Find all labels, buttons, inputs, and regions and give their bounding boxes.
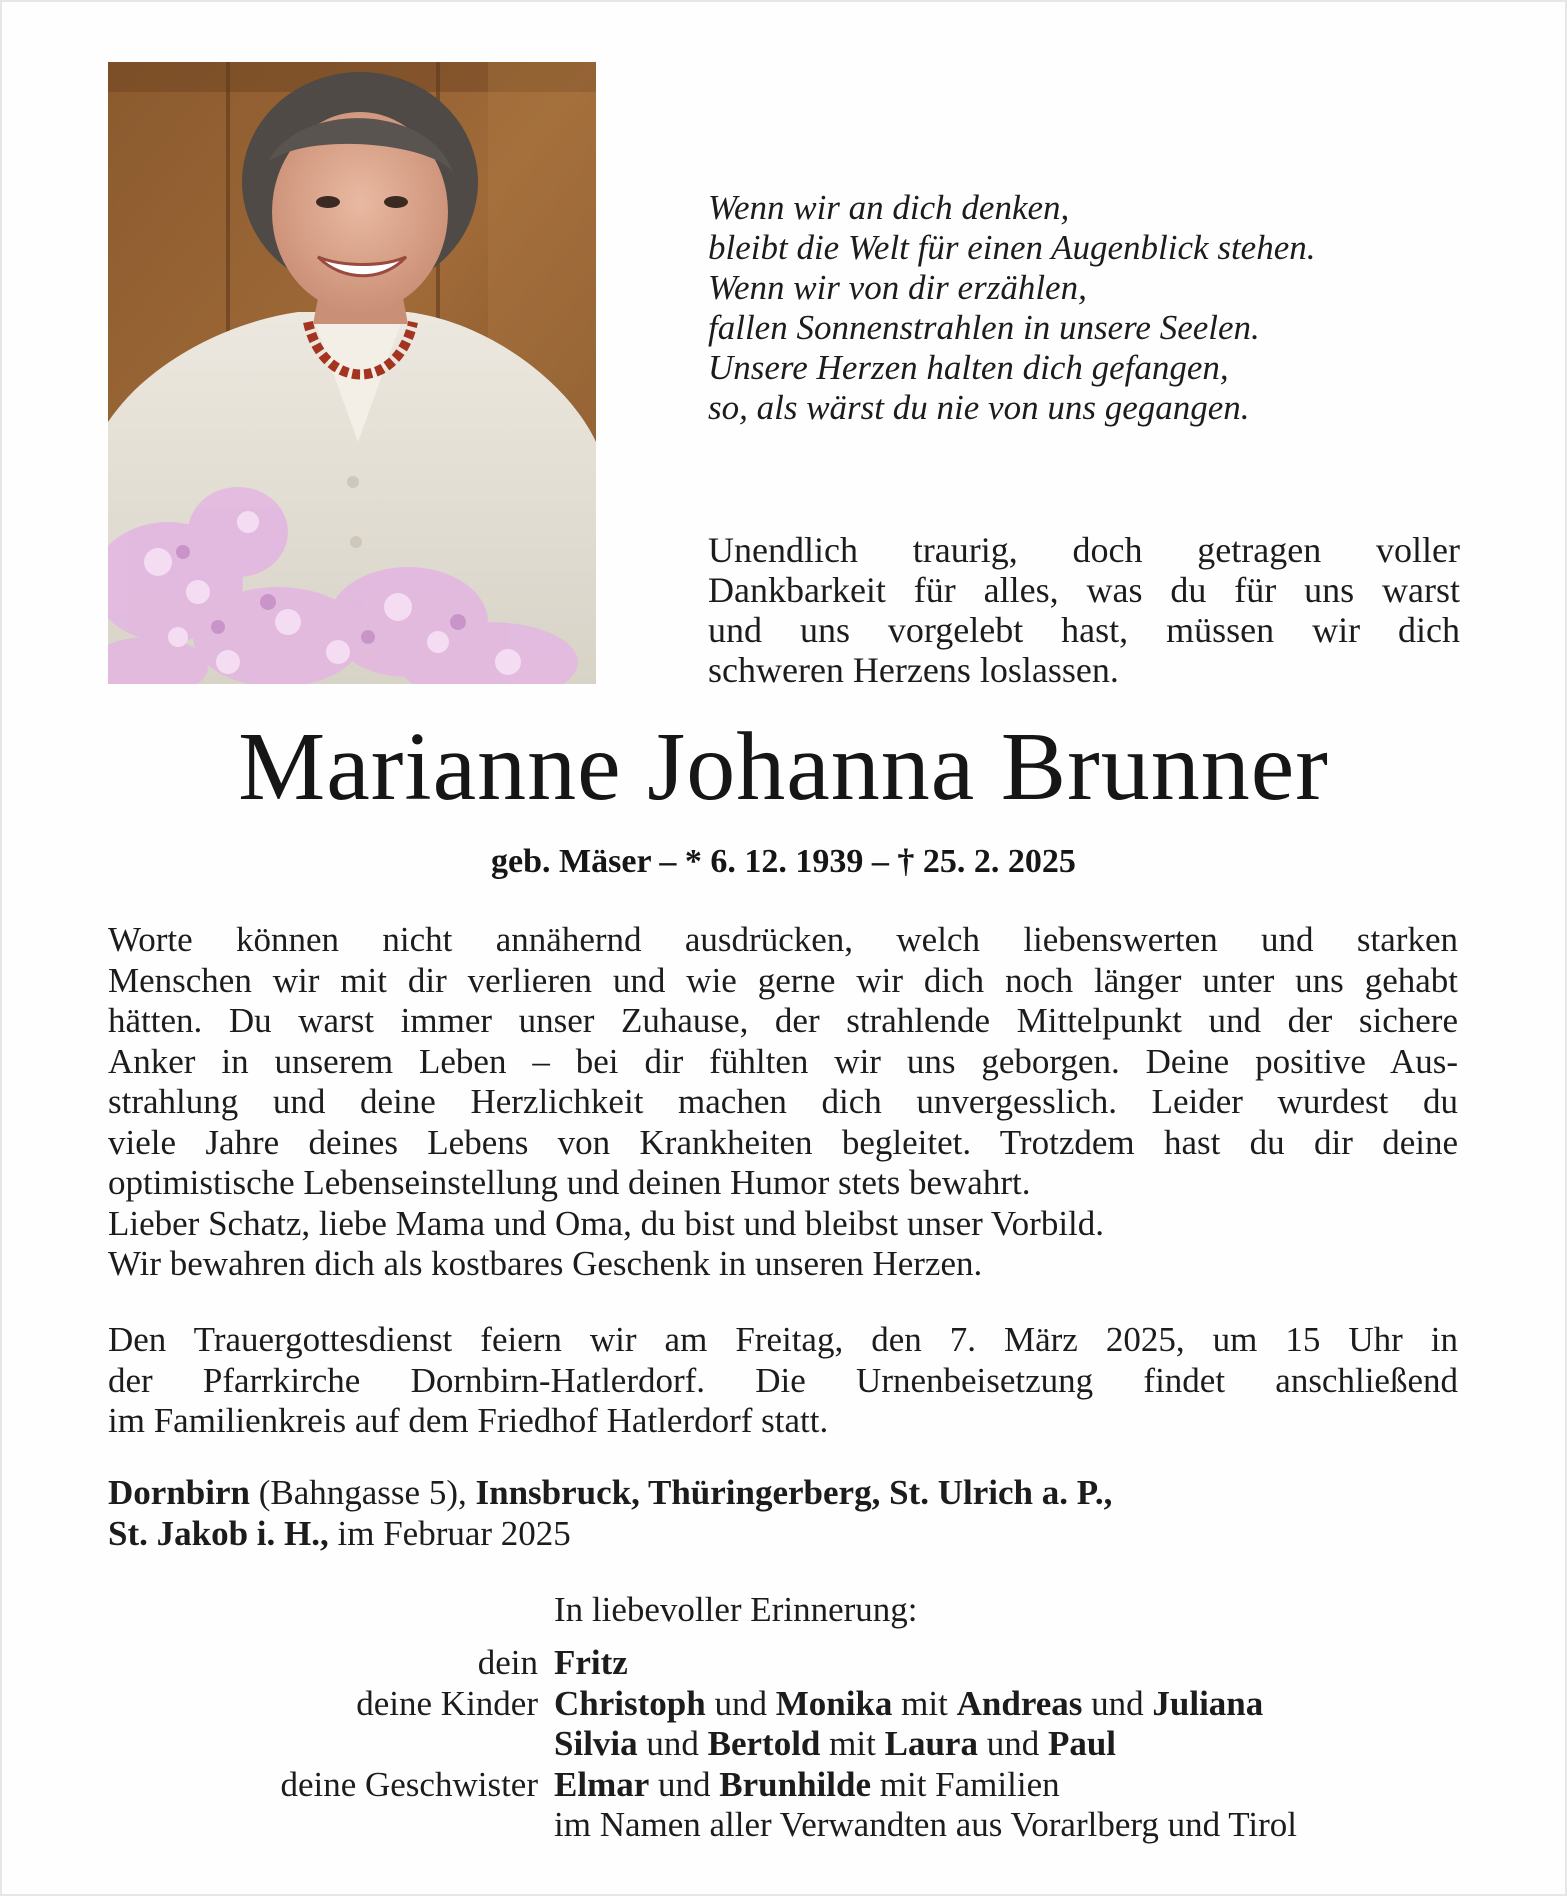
tribute-line: Wir bewahren dich als kostbares Geschenk in unseren Herzen.: [108, 1244, 983, 1283]
tribute-line: Lieber Schatz, liebe Mama und Oma, du bist und bleibst unser Vorbild.: [108, 1203, 1105, 1243]
location-bold: Innsbruck, Thüringerberg, St. Ulrich a. P.,: [475, 1473, 1113, 1512]
memory-line: In liebevoller Erinnerung:: [554, 1590, 918, 1629]
signature-connector: mit Familien: [871, 1764, 1060, 1804]
portrait-photo: [108, 62, 596, 684]
location-bold: Dornbirn: [108, 1473, 250, 1512]
signature-connector: und: [1082, 1683, 1153, 1723]
poem: [708, 188, 1478, 428]
signature-name: Fritz: [554, 1643, 628, 1682]
signature-name: Paul: [1047, 1724, 1117, 1763]
signature-label: deine Kinder: [356, 1683, 538, 1723]
tribute-line: hätten. Du warst immer unser Zuhause, der strahlende Mittelpunkt und der sichere: [108, 1001, 1458, 1040]
poem-line: Wenn wir von dir erzählen,: [708, 268, 1087, 307]
poem-line: Unsere Herzen halten dich gefangen,: [708, 348, 1229, 387]
intro-line: schweren Herzens loslassen.: [708, 650, 1119, 690]
signature-row: [108, 1724, 1458, 1765]
tribute-line: Worte können nicht annähernd ausdrücken, welch liebenswerten und starken: [108, 920, 1458, 959]
signature-row: [108, 1765, 1458, 1806]
signature-closing: im Namen aller Verwandten aus Vorarlberg und Tirol: [554, 1805, 1297, 1844]
location-bold: St. Jakob i. H.,: [108, 1513, 329, 1553]
signature-name: Bertold: [707, 1724, 821, 1763]
signature-label: dein: [477, 1643, 538, 1682]
tribute-line: viele Jahre deines Lebens von Krankheiten begleitet. Trotzdem hast du dir deine: [108, 1122, 1458, 1162]
signature-name: Elmar: [554, 1764, 650, 1804]
signature-name: Silvia: [554, 1724, 638, 1763]
signature-row: [108, 1643, 1458, 1684]
tribute-paragraph: [108, 920, 1458, 1285]
signature-connector: und: [649, 1764, 720, 1804]
deceased-name: Marianne Johanna Brunner: [238, 713, 1329, 821]
signature-label: deine Geschwister: [280, 1764, 538, 1804]
signature-name: Monika: [775, 1683, 893, 1723]
tribute-line: Anker in unserem Leben – bei dir fühlten wir uns geborgen. Deine positive Aus-: [108, 1041, 1458, 1081]
tribute-line: Menschen wir mit dir verlieren und wie gerne wir dich noch länger unter uns gehabt: [108, 960, 1458, 1000]
signature-name: Juliana: [1152, 1683, 1264, 1723]
signature-name: Brunhilde: [719, 1764, 871, 1804]
intro-line: und uns vorgelebt hast, müssen wir dich: [708, 610, 1460, 650]
location-address: (Bahngasse 5),: [249, 1473, 476, 1512]
signature-row: [108, 1805, 1458, 1846]
signature-connector: mit: [892, 1683, 957, 1723]
funeral-line: im Familienkreis auf dem Friedhof Hatlerdorf statt.: [108, 1401, 829, 1440]
location-date: im Februar 2025: [328, 1513, 571, 1553]
intro-text: [708, 530, 1460, 690]
signature-connector: und: [637, 1724, 708, 1763]
poem-line: bleibt die Welt für einen Augenblick stehen.: [708, 228, 1316, 267]
signature-connector: und: [705, 1683, 776, 1723]
signature-connector: mit: [820, 1724, 885, 1763]
signature-connector: und: [977, 1724, 1048, 1763]
poem-line: fallen Sonnenstrahlen in unsere Seelen.: [708, 308, 1260, 347]
signatures: [108, 1643, 1458, 1846]
tribute-line: strahlung und deine Herzlichkeit machen dich unvergesslich. Leider wurdest du: [108, 1082, 1458, 1121]
locations-line: [108, 1514, 1458, 1555]
signature-name: Laura: [884, 1724, 978, 1763]
signature-name: Andreas: [956, 1683, 1083, 1723]
signature-row: [108, 1684, 1458, 1725]
poem-line: Wenn wir an dich denken,: [708, 188, 1070, 227]
funeral-line: der Pfarrkirche Dornbirn-Hatlerdorf. Die Urnenbeisetzung findet anschließend: [108, 1360, 1458, 1400]
intro-line: Unendlich traurig, doch getragen voller: [708, 530, 1460, 570]
funeral-line: Den Trauergottesdienst feiern wir am Freitag, den 7. März 2025, um 15 Uhr in: [108, 1320, 1458, 1359]
locations-paragraph: [108, 1473, 1458, 1554]
funeral-paragraph: [108, 1320, 1458, 1442]
signature-name: Christoph: [554, 1683, 706, 1723]
intro-line: Dankbarkeit für alles, was du für uns warst: [708, 570, 1460, 610]
tribute-line: optimistische Lebenseinstellung und deinen Humor stets bewahrt.: [108, 1163, 1031, 1202]
poem-line: so, als wärst du nie von uns gegangen.: [708, 388, 1250, 427]
locations-line: [108, 1473, 1458, 1514]
life-dates: geb. Mäser – * 6. 12. 1939 – † 25. 2. 2025: [491, 843, 1076, 880]
